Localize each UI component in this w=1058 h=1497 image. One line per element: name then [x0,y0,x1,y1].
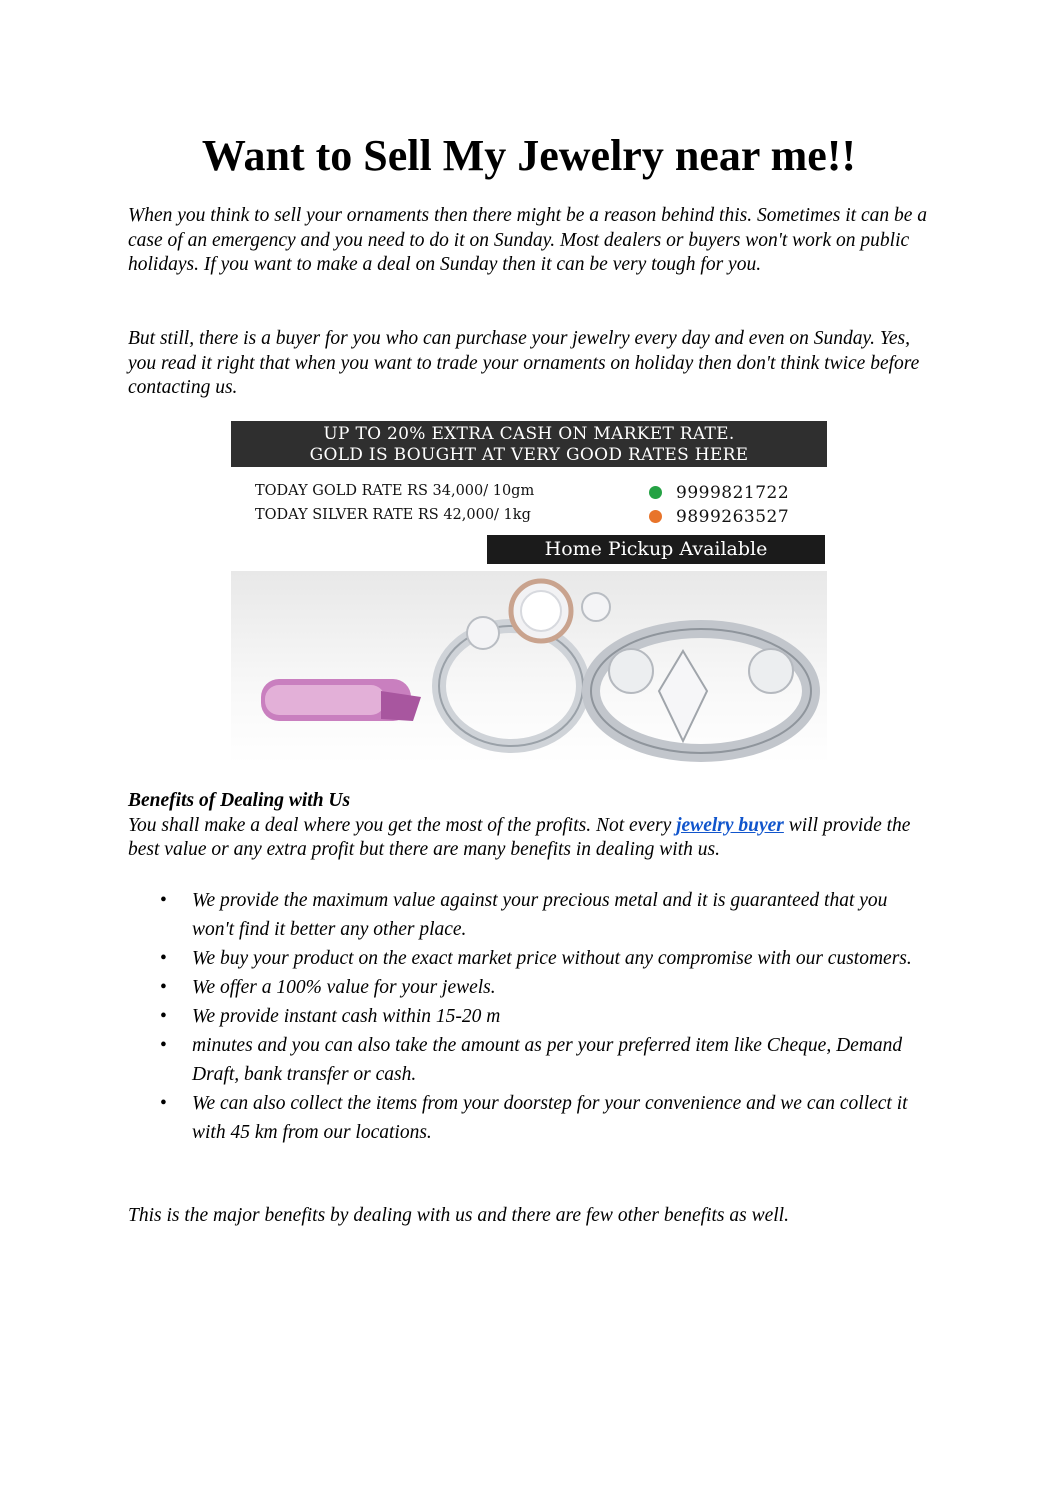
list-item: • We provide the maximum value against your precious metal and it is guaranteed that you won't find it better any other place. [128,886,928,944]
rings-illustration [231,571,827,764]
benefits-heading: Benefits of Dealing with Us [128,790,351,811]
banknote-roll-icon [261,679,421,721]
gold-rate: TODAY GOLD RATE RS 34,000/ 10gm [255,483,535,499]
banner-headline [231,421,827,467]
benefits-intro-end: will provide the best value or any extra profit but there are many benefits in dealing with us. [128,814,911,860]
home-pickup-badge: Home Pickup Available [487,535,825,564]
intro-paragraph-1: When you think to sell your ornaments then there might be a reason behind this. Sometimes it can be a case of an emergency and you need to do it on Sunday. Most dealers or buyers won't work on public holidays. If you want to make a deal on Sunday then it can be very tough for you. [128,205,928,275]
list-item: • We provide instant cash within 15-20 m [128,1002,928,1031]
phone-number-1 [649,483,789,503]
phone-number-2-text: 9899263527 [676,507,790,527]
closing-paragraph: This is the major benefits by dealing with us and there are few other benefits as well. [128,1205,789,1226]
intro-paragraph-2: But still, there is a buyer for you who can purchase your jewelry every day and even on Sunday. Yes, you read it right that when you want to trade your ornaments on holiday then don't think twice before contacting us. [128,328,920,398]
benefits-intro-start: You shall make a deal where you get the most of the profits. Not every [128,814,677,836]
page-title: Want to Sell My Jewelry near me!! [201,131,857,180]
diamond-ring-icon [439,581,610,746]
marquise-ring-icon [591,629,811,753]
list-item: • We can also collect the items from your doorstep for your convenience and we can collect it with 45 km from our locations. [128,1089,928,1147]
benefits-list [128,886,928,1147]
phone-icon [649,510,662,523]
benefits-section [128,789,928,863]
silver-rate: TODAY SILVER RATE RS 42,000/ 1kg [255,507,531,523]
banner-headline-line-1: UP TO 20% EXTRA CASH ON MARKET RATE. [323,424,735,444]
whatsapp-icon [649,486,662,499]
jewelry-photo-area [231,571,827,764]
banner-headline-line-2: GOLD IS BOUGHT AT VERY GOOD RATES HERE [309,445,749,465]
phone-number-2 [649,507,789,527]
list-item: • We offer a 100% value for your jewels. [128,973,928,1002]
jewelry-buyer-link[interactable]: jewelry buyer [676,814,784,836]
list-item: • We buy your product on the exact market price without any compromise with our customers. [128,944,928,973]
list-item: • minutes and you can also take the amount as per your preferred item like Cheque, Demand Draft, bank transfer or cash. [128,1031,928,1089]
phone-number-1-text: 9999821722 [676,483,790,503]
promo-banner-image [231,421,827,764]
